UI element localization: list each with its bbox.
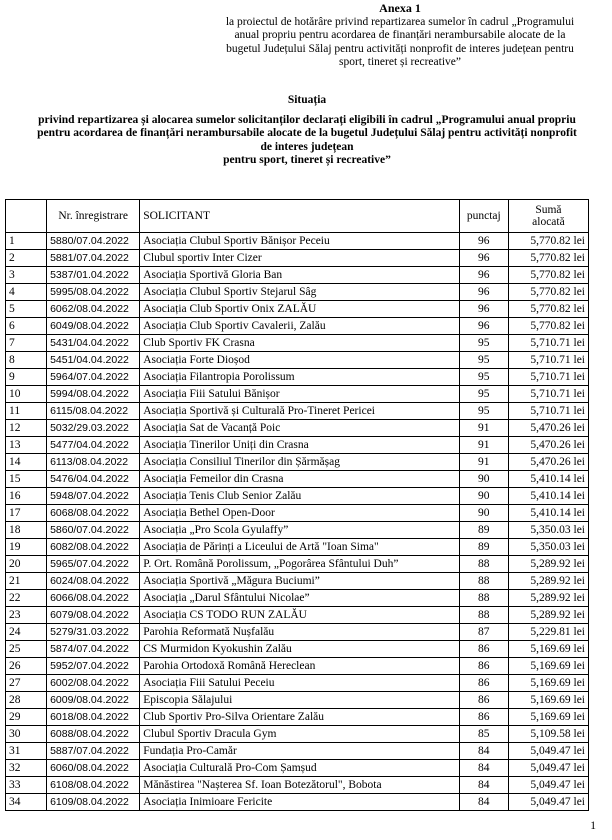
allocated-amount: 5,109.58 lei bbox=[508, 726, 588, 743]
allocated-amount: 5,289.92 lei bbox=[508, 573, 588, 590]
row-number: 32 bbox=[6, 760, 47, 777]
solicitant-name: Asociația Tenis Club Senior Zalău bbox=[140, 488, 460, 505]
solicitant-name: Asociația Club Sportiv Onix ZALĂU bbox=[140, 301, 460, 318]
score: 95 bbox=[459, 335, 508, 352]
table-row bbox=[6, 794, 589, 811]
solicitant-name: Asociația CS TODO RUN ZALĂU bbox=[140, 607, 460, 624]
registration-number: 5874/07.04.2022 bbox=[47, 641, 140, 658]
solicitant-name: Asociația Consiliul Tinerilor din Șărmășag bbox=[140, 454, 460, 471]
registration-number: 6108/08.04.2022 bbox=[47, 777, 140, 794]
row-number: 16 bbox=[6, 488, 47, 505]
solicitant-name: Asociația Tinerilor Uniți din Crasna bbox=[140, 437, 460, 454]
solicitant-name: Asociația Sportivă Gloria Ban bbox=[140, 267, 460, 284]
header-nr bbox=[6, 200, 47, 233]
row-number: 3 bbox=[6, 267, 47, 284]
table-row bbox=[6, 437, 589, 454]
allocated-amount: 5,229.81 lei bbox=[508, 624, 588, 641]
allocated-amount: 5,770.82 lei bbox=[508, 250, 588, 267]
registration-number: 6062/08.04.2022 bbox=[47, 301, 140, 318]
row-number: 8 bbox=[6, 352, 47, 369]
score: 86 bbox=[459, 658, 508, 675]
table-row bbox=[6, 658, 589, 675]
score: 84 bbox=[459, 743, 508, 760]
allocated-amount: 5,470.26 lei bbox=[508, 454, 588, 471]
table-row bbox=[6, 675, 589, 692]
header-amount-line1: Sumă bbox=[535, 204, 562, 216]
solicitant-name: Club Sportiv Pro-Silva Orientare Zalău bbox=[140, 709, 460, 726]
row-number: 18 bbox=[6, 522, 47, 539]
registration-number: 6068/08.04.2022 bbox=[47, 505, 140, 522]
table-row bbox=[6, 301, 589, 318]
registration-number: 5948/07.04.2022 bbox=[47, 488, 140, 505]
score: 96 bbox=[459, 267, 508, 284]
row-number: 34 bbox=[6, 794, 47, 811]
anexa-line: bugetul Județului Sălaj pentru activități nonprofit de interes județean pentru bbox=[226, 42, 574, 55]
allocated-amount: 5,410.14 lei bbox=[508, 471, 588, 488]
registration-number: 5994/08.04.2022 bbox=[47, 386, 140, 403]
solicitant-name: Asociația Bethel Open-Door bbox=[140, 505, 460, 522]
solicitant-name: Clubul Sportiv Dracula Gym bbox=[140, 726, 460, 743]
table-row bbox=[6, 454, 589, 471]
table-row bbox=[6, 522, 589, 539]
header-amount bbox=[508, 200, 588, 233]
row-number: 7 bbox=[6, 335, 47, 352]
allocated-amount: 5,770.82 lei bbox=[508, 267, 588, 284]
registration-number: 5952/07.04.2022 bbox=[47, 658, 140, 675]
registration-number: 6113/08.04.2022 bbox=[47, 454, 140, 471]
solicitant-name: Asociația „Pro Scola Gyulaffy” bbox=[140, 522, 460, 539]
allocated-amount: 5,350.03 lei bbox=[508, 539, 588, 556]
header-score: punctaj bbox=[459, 200, 508, 233]
registration-number: 6018/08.04.2022 bbox=[47, 709, 140, 726]
registration-number: 5451/04.04.2022 bbox=[47, 352, 140, 369]
row-number: 20 bbox=[6, 556, 47, 573]
registration-number: 5887/07.04.2022 bbox=[47, 743, 140, 760]
row-number: 21 bbox=[6, 573, 47, 590]
row-number: 13 bbox=[6, 437, 47, 454]
row-number: 31 bbox=[6, 743, 47, 760]
table-row bbox=[6, 607, 589, 624]
row-number: 2 bbox=[6, 250, 47, 267]
score: 86 bbox=[459, 692, 508, 709]
score: 96 bbox=[459, 318, 508, 335]
score: 85 bbox=[459, 726, 508, 743]
registration-number: 5965/07.04.2022 bbox=[47, 556, 140, 573]
solicitant-name: Episcopia Sălajului bbox=[140, 692, 460, 709]
row-number: 10 bbox=[6, 386, 47, 403]
registration-number: 5476/04.04.2022 bbox=[47, 471, 140, 488]
registration-number: 6115/08.04.2022 bbox=[47, 403, 140, 420]
solicitant-name: CS Murmidon Kyokushin Zalău bbox=[140, 641, 460, 658]
solicitant-name: Asociația Filantropia Porolissum bbox=[140, 369, 460, 386]
table-row bbox=[6, 556, 589, 573]
row-number: 23 bbox=[6, 607, 47, 624]
score: 96 bbox=[459, 301, 508, 318]
allocated-amount: 5,770.82 lei bbox=[508, 233, 588, 250]
score: 88 bbox=[459, 607, 508, 624]
allocated-amount: 5,770.82 lei bbox=[508, 284, 588, 301]
table-row bbox=[6, 709, 589, 726]
solicitant-name: Clubul sportiv Inter Cizer bbox=[140, 250, 460, 267]
table-row bbox=[6, 624, 589, 641]
header-amount-line2: alocată bbox=[532, 216, 565, 228]
score: 88 bbox=[459, 590, 508, 607]
row-number: 11 bbox=[6, 403, 47, 420]
registration-number: 5431/04.04.2022 bbox=[47, 335, 140, 352]
allocated-amount: 5,049.47 lei bbox=[508, 777, 588, 794]
solicitant-name: Asociația Culturală Pro-Com Șamșud bbox=[140, 760, 460, 777]
registration-number: 6002/08.04.2022 bbox=[47, 675, 140, 692]
table-row bbox=[6, 420, 589, 437]
situatia-heading bbox=[14, 94, 600, 168]
table-row bbox=[6, 335, 589, 352]
registration-number: 6079/08.04.2022 bbox=[47, 607, 140, 624]
solicitant-name: Asociația de Părinți a Liceului de Artă "Ioan Sima" bbox=[140, 539, 460, 556]
score: 96 bbox=[459, 250, 508, 267]
table-row bbox=[6, 573, 589, 590]
solicitant-name: Asociația Fiii Satului Bănișor bbox=[140, 386, 460, 403]
table-header-row bbox=[6, 200, 589, 233]
situatia-line: privind repartizarea și alocarea sumelor solicitanților declarați eligibili în cadrul „Programului anual propriu bbox=[38, 113, 576, 126]
allocated-amount: 5,710.71 lei bbox=[508, 369, 588, 386]
solicitant-name: Asociația Club Sportiv Cavalerii, Zalău bbox=[140, 318, 460, 335]
registration-number: 6082/08.04.2022 bbox=[47, 539, 140, 556]
allocated-amount: 5,710.71 lei bbox=[508, 335, 588, 352]
row-number: 17 bbox=[6, 505, 47, 522]
table-row bbox=[6, 250, 589, 267]
row-number: 24 bbox=[6, 624, 47, 641]
table-row bbox=[6, 590, 589, 607]
solicitant-name: Mănăstirea "Nașterea Sf. Ioan Botezătorul", Bobota bbox=[140, 777, 460, 794]
allocated-amount: 5,169.69 lei bbox=[508, 675, 588, 692]
allocated-amount: 5,289.92 lei bbox=[508, 590, 588, 607]
table-row bbox=[6, 760, 589, 777]
allocated-amount: 5,169.69 lei bbox=[508, 709, 588, 726]
row-number: 9 bbox=[6, 369, 47, 386]
situatia-title: Situația bbox=[287, 94, 327, 106]
row-number: 26 bbox=[6, 658, 47, 675]
row-number: 19 bbox=[6, 539, 47, 556]
anexa-header bbox=[200, 2, 600, 70]
row-number: 12 bbox=[6, 420, 47, 437]
score: 91 bbox=[459, 454, 508, 471]
registration-number: 5279/31.03.2022 bbox=[47, 624, 140, 641]
allocated-amount: 5,169.69 lei bbox=[508, 692, 588, 709]
table-row bbox=[6, 488, 589, 505]
score: 88 bbox=[459, 573, 508, 590]
registration-number: 5032/29.03.2022 bbox=[47, 420, 140, 437]
header-registration: Nr. înregistrare bbox=[47, 200, 140, 233]
table-body bbox=[6, 233, 589, 811]
table-row bbox=[6, 777, 589, 794]
registration-number: 5995/08.04.2022 bbox=[47, 284, 140, 301]
table-row bbox=[6, 471, 589, 488]
registration-number: 6049/08.04.2022 bbox=[47, 318, 140, 335]
allocated-amount: 5,049.47 lei bbox=[508, 760, 588, 777]
situatia-line: pentru acordarea de finanțări nerambursabile alocate de la bugetul Județului Sălaj pentru activități nonprofit bbox=[37, 127, 577, 139]
table-row bbox=[6, 692, 589, 709]
registration-number: 5881/07.04.2022 bbox=[47, 250, 140, 267]
allocated-amount: 5,289.92 lei bbox=[508, 607, 588, 624]
table-row bbox=[6, 743, 589, 760]
allocated-amount: 5,770.82 lei bbox=[508, 301, 588, 318]
score: 90 bbox=[459, 505, 508, 522]
allocated-amount: 5,169.69 lei bbox=[508, 658, 588, 675]
row-number: 14 bbox=[6, 454, 47, 471]
solicitant-name: Parohia Reformată Nușfalău bbox=[140, 624, 460, 641]
registration-number: 6024/08.04.2022 bbox=[47, 573, 140, 590]
solicitant-name: Asociația Clubul Sportiv Bănișor Peceiu bbox=[140, 233, 460, 250]
allocated-amount: 5,710.71 lei bbox=[508, 352, 588, 369]
score: 91 bbox=[459, 420, 508, 437]
allocated-amount: 5,049.47 lei bbox=[508, 743, 588, 760]
score: 86 bbox=[459, 709, 508, 726]
table-row bbox=[6, 352, 589, 369]
score: 84 bbox=[459, 777, 508, 794]
table-row bbox=[6, 267, 589, 284]
solicitant-name: Club Sportiv FK Crasna bbox=[140, 335, 460, 352]
table-row bbox=[6, 386, 589, 403]
score: 89 bbox=[459, 539, 508, 556]
table-row bbox=[6, 403, 589, 420]
score: 95 bbox=[459, 369, 508, 386]
row-number: 22 bbox=[6, 590, 47, 607]
registration-number: 5387/01.04.2022 bbox=[47, 267, 140, 284]
table-row bbox=[6, 505, 589, 522]
anexa-line: sport, tineret și recreative” bbox=[339, 56, 461, 68]
allocated-amount: 5,350.03 lei bbox=[508, 522, 588, 539]
score: 95 bbox=[459, 352, 508, 369]
solicitant-name: P. Ort. Română Porolissum, „Pogorârea Sfântului Duh” bbox=[140, 556, 460, 573]
solicitant-name: Asociația Fiii Satului Peceiu bbox=[140, 675, 460, 692]
row-number: 4 bbox=[6, 284, 47, 301]
registration-number: 5860/07.04.2022 bbox=[47, 522, 140, 539]
allocated-amount: 5,470.26 lei bbox=[508, 420, 588, 437]
allocated-amount: 5,410.14 lei bbox=[508, 488, 588, 505]
score: 86 bbox=[459, 675, 508, 692]
allocated-amount: 5,710.71 lei bbox=[508, 403, 588, 420]
row-number: 30 bbox=[6, 726, 47, 743]
row-number: 6 bbox=[6, 318, 47, 335]
score: 90 bbox=[459, 488, 508, 505]
anexa-line: anual propriu pentru acordarea de finanțări nerambursabile alocate de la bbox=[234, 29, 566, 41]
anexa-title: Anexa 1 bbox=[379, 1, 421, 15]
solicitant-name: Asociația Sportivă și Culturală Pro-Tineret Pericei bbox=[140, 403, 460, 420]
table-row bbox=[6, 726, 589, 743]
row-number: 27 bbox=[6, 675, 47, 692]
registration-number: 6060/08.04.2022 bbox=[47, 760, 140, 777]
row-number: 5 bbox=[6, 301, 47, 318]
registration-number: 5477/04.04.2022 bbox=[47, 437, 140, 454]
registration-number: 5964/07.04.2022 bbox=[47, 369, 140, 386]
row-number: 15 bbox=[6, 471, 47, 488]
row-number: 28 bbox=[6, 692, 47, 709]
solicitant-name: Parohia Ortodoxă Română Hereclean bbox=[140, 658, 460, 675]
situatia-line: pentru sport, tineret și recreative” bbox=[223, 154, 391, 166]
solicitant-name: Fundația Pro-Camăr bbox=[140, 743, 460, 760]
registration-number: 6109/08.04.2022 bbox=[47, 794, 140, 811]
page-number: 1 bbox=[590, 820, 596, 832]
score: 96 bbox=[459, 284, 508, 301]
allocated-amount: 5,470.26 lei bbox=[508, 437, 588, 454]
score: 90 bbox=[459, 471, 508, 488]
score: 95 bbox=[459, 403, 508, 420]
solicitant-name: Asociația Inimioare Fericite bbox=[140, 794, 460, 811]
allocated-amount: 5,410.14 lei bbox=[508, 505, 588, 522]
allocated-amount: 5,169.69 lei bbox=[508, 641, 588, 658]
score: 88 bbox=[459, 556, 508, 573]
score: 84 bbox=[459, 760, 508, 777]
allocated-amount: 5,710.71 lei bbox=[508, 386, 588, 403]
score: 96 bbox=[459, 233, 508, 250]
row-number: 29 bbox=[6, 709, 47, 726]
table-row bbox=[6, 539, 589, 556]
allocation-table bbox=[5, 199, 589, 811]
registration-number: 6066/08.04.2022 bbox=[47, 590, 140, 607]
table-row bbox=[6, 233, 589, 250]
score: 86 bbox=[459, 641, 508, 658]
registration-number: 6088/08.04.2022 bbox=[47, 726, 140, 743]
solicitant-name: Asociația Clubul Sportiv Stejarul Sâg bbox=[140, 284, 460, 301]
row-number: 33 bbox=[6, 777, 47, 794]
table-row bbox=[6, 318, 589, 335]
header-solicitant: SOLICITANT bbox=[140, 200, 460, 233]
registration-number: 5880/07.04.2022 bbox=[47, 233, 140, 250]
solicitant-name: Asociația Sportivă „Măgura Buciumi” bbox=[140, 573, 460, 590]
row-number: 1 bbox=[6, 233, 47, 250]
table-row bbox=[6, 641, 589, 658]
situatia-line: de interes județean bbox=[260, 140, 354, 153]
allocated-amount: 5,289.92 lei bbox=[508, 556, 588, 573]
solicitant-name: Asociația Femeilor din Crasna bbox=[140, 471, 460, 488]
anexa-line: la proiectul de hotărâre privind repartizarea sumelor în cadrul „Programului bbox=[225, 15, 575, 28]
score: 87 bbox=[459, 624, 508, 641]
registration-number: 6009/08.04.2022 bbox=[47, 692, 140, 709]
solicitant-name: Asociația Forte Dioșod bbox=[140, 352, 460, 369]
row-number: 25 bbox=[6, 641, 47, 658]
score: 95 bbox=[459, 386, 508, 403]
table-row bbox=[6, 284, 589, 301]
score: 89 bbox=[459, 522, 508, 539]
solicitant-name: Asociația Sat de Vacanță Poic bbox=[140, 420, 460, 437]
allocated-amount: 5,049.47 lei bbox=[508, 794, 588, 811]
score: 91 bbox=[459, 437, 508, 454]
allocated-amount: 5,770.82 lei bbox=[508, 318, 588, 335]
score: 84 bbox=[459, 794, 508, 811]
table-row bbox=[6, 369, 589, 386]
solicitant-name: Asociația „Darul Sfântului Nicolae” bbox=[140, 590, 460, 607]
